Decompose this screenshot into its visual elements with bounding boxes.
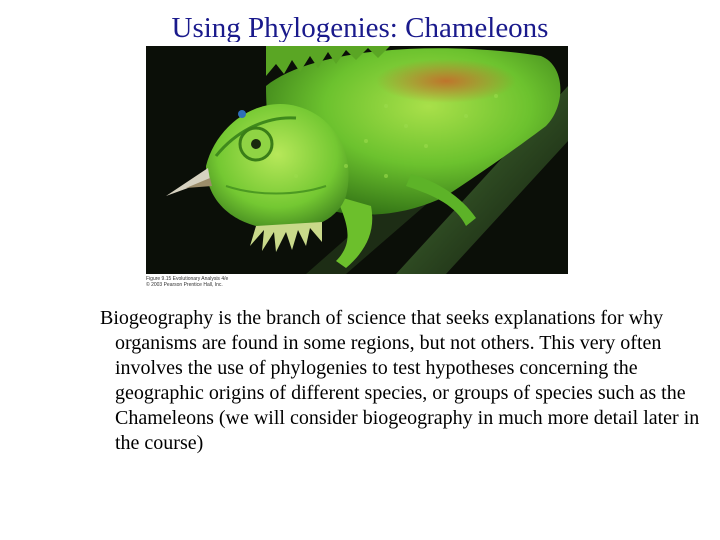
caption-line: Figure 9.15 Evolutionary Analysis 4/e <box>146 276 229 282</box>
slide-title: Using Phylogenies: Chameleons <box>171 12 549 42</box>
body-paragraph: Biogeography is the branch of science that seeks explanations for why organisms are found in some regions, but not others. This very often involves the use of phylogenies to test hypotheses concerning the geographic origins of different species, or groups of species such as the Chameleons (we will consider biogeography in much more detail later in the course) <box>100 307 700 454</box>
chameleon-photo <box>146 46 568 274</box>
caption-line: © 2003 Pearson Prentice Hall, Inc. <box>146 282 223 288</box>
image-caption <box>146 276 346 288</box>
